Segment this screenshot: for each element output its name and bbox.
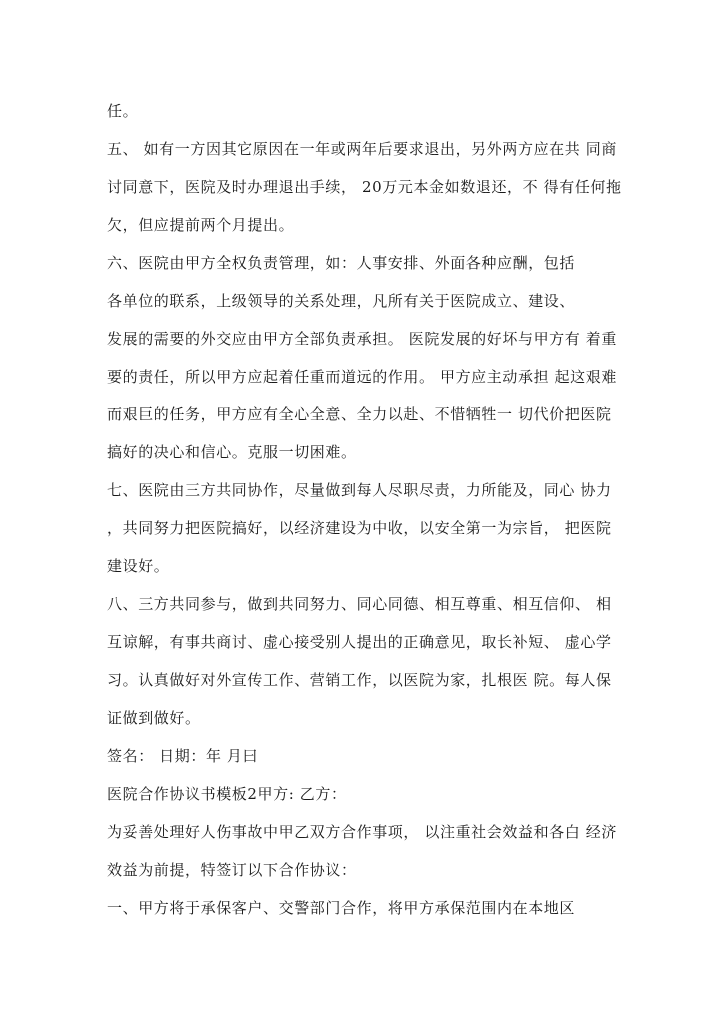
text-line: 为妥善处理好人伤事故中甲乙双方合作事项， 以注重社会效益和各白 经济 [107,823,617,841]
text-line: 证做到做好。 [107,709,201,727]
text-line: 欠，但应提前两个月提出。 [107,216,295,234]
text-line: 效益为前提，特签订以下合作协议： [107,861,357,879]
text-line: ，共同努力把医院搞好，以经济建设为中收，以安全第一为宗旨， 把医院 [107,519,612,537]
text-line: 签名： 日期：年 月曰 [107,747,259,765]
text-line: 五、 如有一方因其它原因在一年或两年后要求退出，另外两方应在共 同商 [107,140,617,158]
text-line: 而艰巨的任务，甲方应有全心全意、全力以赴、不惜牺牲一 切代价把医院 [107,405,612,423]
text-line: 八、三方共同参与，做到共同努力、同心同德、相互尊重、相互信仰、 相 [107,595,612,613]
text-line: 发展的需要的外交应由甲方全部负责承担。 医院发展的好坏与甲方有 着重 [107,330,617,348]
text-line: 习。认真做好对外宣传工作、营销工作，以医院为家，扎根医 院。每人保 [107,671,612,689]
text-line: 讨同意下，医院及时办理退出手续， 20万元本金如数退还，不 得有任何拖 [107,178,622,196]
text-line: 各单位的联系，上级领导的关系处理，凡所有关于医院成立、建设、 [107,292,576,310]
text-line: 一、甲方将于承保客户、交警部门合作，将甲方承保范围内在本地区 [107,899,576,917]
text-line: 要的责任，所以甲方应起着任重而道远的作用。 甲方应主动承担 起这艰难 [107,368,617,386]
text-line: 任。 [107,102,139,120]
text-line: 建设好。 [107,557,170,575]
text-line: 互谅解，有事共商讨、虚心接受别人提出的正确意见，取长补短、 虚心学 [107,633,612,651]
text-line: 医院合作协议书模板2甲方: 乙方： [107,785,347,803]
text-line: 七、医院由三方共同协作，尽量做到每人尽职尽责，力所能及，同心 协力 [107,481,612,499]
text-line: 搞好的决心和信心。克服一切困难。 [107,443,357,461]
text-line: 六、医院由甲方全权负责管理，如：人事安排、外面各种应酬，包括 [107,254,576,272]
